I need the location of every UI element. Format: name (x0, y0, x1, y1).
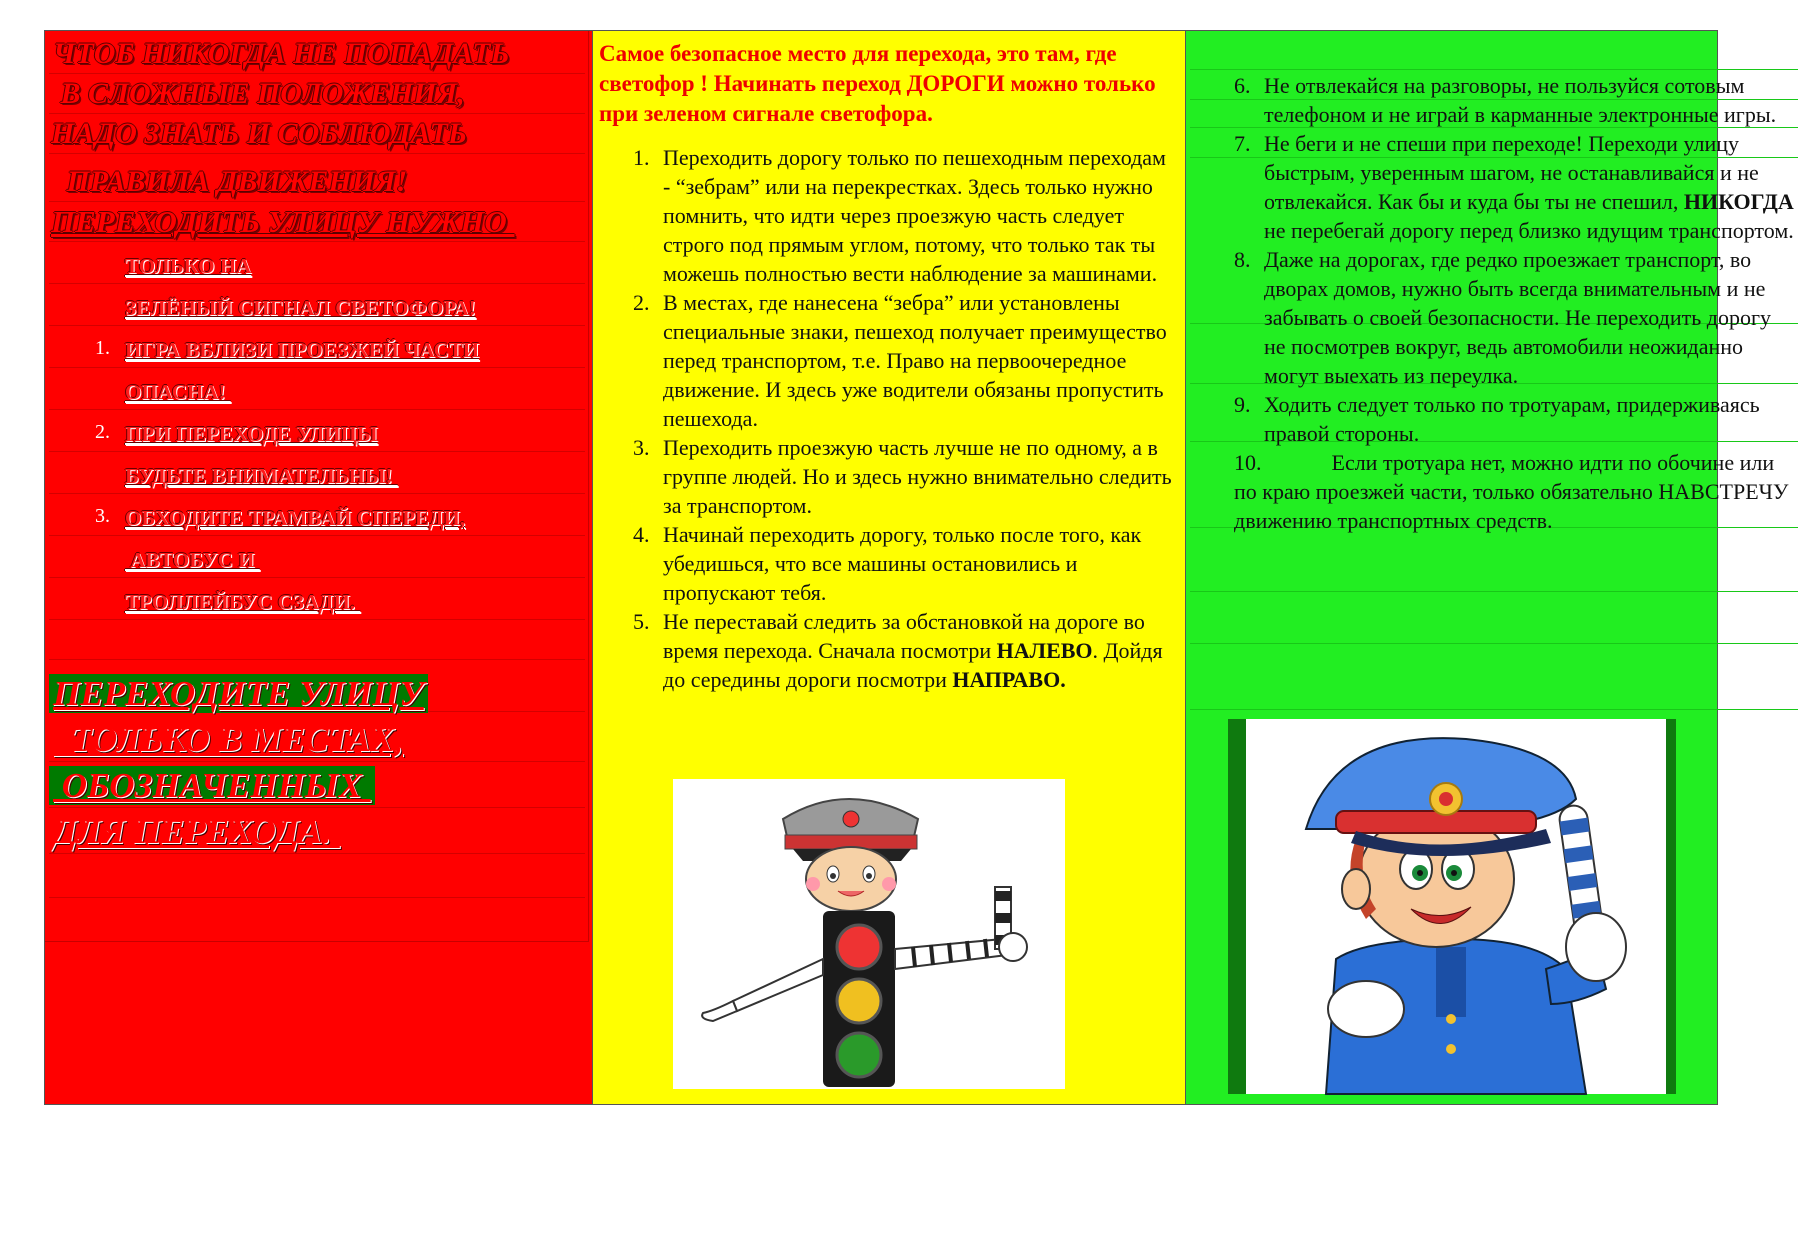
item-text: В местах, где нанесена “зебра” или установлены специальные знаки, пешеход получает преимущество перед транспортом, т.е. Право на первоочередное движение. И здесь уже водители обязаны пропустить пешехода. (663, 290, 1167, 431)
left-line-6: БУДЬТЕ ВНИМАТЕЛЬНЫ! (125, 464, 398, 488)
left-num-3: 3. (95, 505, 110, 527)
item-number: 1. (633, 145, 650, 170)
item-text-middle: . Дойдя до середины дороги посмотри (663, 638, 1163, 692)
green-title-text-1: ПЕРЕХОДИТЕ УЛИЦУ (49, 674, 428, 713)
item-number: 3. (633, 435, 650, 460)
left-line-3: ИГРА ВБЛИЗИ ПРОЕЗЖЕЙ ЧАСТИ (125, 338, 480, 362)
list-item (1234, 71, 1794, 129)
item-number: 4. (633, 522, 650, 547)
item-number: 7. (1234, 131, 1251, 156)
item-text: Не переставай следить за обстановкой на дороге во время перехода. Сначала посмотри (663, 609, 1145, 663)
green-title-text-3: ОБОЗНАЧЕННЫХ (49, 766, 375, 805)
middle-panel (593, 31, 1186, 1104)
left-heading-line-4: ПРАВИЛА ДВИЖЕНИЯ! (59, 165, 408, 198)
item-number: 10. (1234, 450, 1262, 475)
list-item (633, 433, 1173, 520)
left-subheading: ПЕРЕХОДИТЬ УЛИЦУ НУЖНО (51, 204, 515, 239)
green-title-line-1 (49, 671, 428, 717)
list-item (633, 520, 1173, 607)
list-item (1234, 245, 1794, 390)
item-number: 6. (1234, 73, 1251, 98)
item-text: Переходить проезжую часть лучше не по одному, а в группе людей. Но и здесь нужно внимательно следить за транспортом. (663, 435, 1172, 518)
item-number: 5. (633, 609, 650, 634)
left-num-1: 1. (95, 337, 110, 359)
item-bold-left: НАЛЕВО (996, 638, 1093, 663)
list-item (633, 143, 1173, 288)
left-panel (45, 31, 593, 1104)
green-title-line-3 (49, 763, 375, 809)
list-item (633, 607, 1173, 694)
left-heading-line-3: НАДО ЗНАТЬ И СОБЛЮДАТЬ (51, 117, 467, 150)
green-title-line-2 (49, 717, 407, 763)
green-title-line-4 (49, 809, 344, 855)
left-line-7: ОБХОДИТЕ ТРАМВАЙ СПЕРЕДИ, (125, 506, 466, 530)
right-rules-list (1234, 71, 1794, 535)
item-text: Если тротуара нет, можно идти по обочине или по краю проезжей части, только обязательно НАВСТРЕЧУ движению транспортных средств. (1234, 450, 1789, 533)
left-line-8: АВТОБУС И (125, 548, 260, 572)
item-text: Ходить следует только по тротуарам, придерживаясь правой стороны. (1264, 392, 1760, 446)
item-number: 9. (1234, 392, 1251, 417)
item-text: Переходить дорогу только по пешеходным переходам - “зебрам” или на перекрестках. Здесь только нужно помнить, что идти через проезжую часть следует строго под прямым углом, потому, что только так ты можешь полностью вести наблюдение за машинами. (663, 145, 1166, 286)
item-text: Даже на дорогах, где редко проезжает транспорт, во дворах домов, нужно быть всегда внимательным и не забывать о своей безопасности. Не переходить дорогу не посмотрев вокруг, ведь автомобили неожиданно могут выехать из переулка. (1264, 247, 1771, 388)
item-bold-right: НАПРАВО. (952, 667, 1066, 692)
left-line-1: ТОЛЬКО НА (125, 254, 252, 278)
right-panel (1186, 31, 1794, 1104)
list-item (1234, 390, 1794, 448)
item-text-after: не перебегай дорогу перед близко идущим транспортом. (1264, 218, 1794, 243)
left-line-5: ПРИ ПЕРЕХОДЕ УЛИЦЫ (125, 422, 378, 446)
green-title-text-4: ДЛЯ ПЕРЕХОДА. (53, 812, 340, 851)
item-number: 8. (1234, 247, 1251, 272)
left-line-4: ОПАСНА! (125, 380, 231, 404)
left-heading-line-1: ЧТОБ НИКОГДА НЕ ПОПАДАТЬ (53, 37, 510, 70)
left-line-9: ТРОЛЛЕЙБУС СЗАДИ. (125, 590, 361, 614)
item-text: Начинай переходить дорогу, только после того, как убедишься, что все машины остановились и пропускают тебя. (663, 522, 1142, 605)
middle-rules-list (633, 143, 1173, 694)
item-bold: НИКОГДА (1683, 189, 1794, 214)
left-num-2: 2. (95, 421, 110, 443)
brochure (44, 30, 1794, 1105)
item-number: 2. (633, 290, 650, 315)
list-item (1234, 129, 1794, 245)
middle-intro: Самое безопасное место для перехода, это там, где светофор ! Начинать переход ДОРОГИ можно только при зеленом сигнале светофора. (599, 41, 1156, 126)
item-text: Не отвлекайся на разговоры, не пользуйся сотовым телефоном и не играй в карманные электронные игры. (1264, 73, 1777, 127)
left-line-2: ЗЕЛЁНЫЙ СИГНАЛ СВЕТОФОРА! (125, 296, 476, 320)
green-title-text-2: ТОЛЬКО В МЕСТАХ, (53, 720, 404, 759)
list-item (1234, 448, 1794, 535)
police-boy-illustration (1228, 719, 1690, 1094)
list-item (633, 288, 1173, 433)
left-heading-line-2: В СЛОЖНЫЕ ПОЛОЖЕНИЯ, (53, 77, 465, 110)
traffic-light-illustration (673, 779, 1065, 1089)
item-text: Не беги и не спеши при переходе! Переходи улицу быстрым, уверенным шагом, не останавливайся и не отвлекайся. Как бы и куда бы ты не спешил, (1264, 131, 1759, 214)
